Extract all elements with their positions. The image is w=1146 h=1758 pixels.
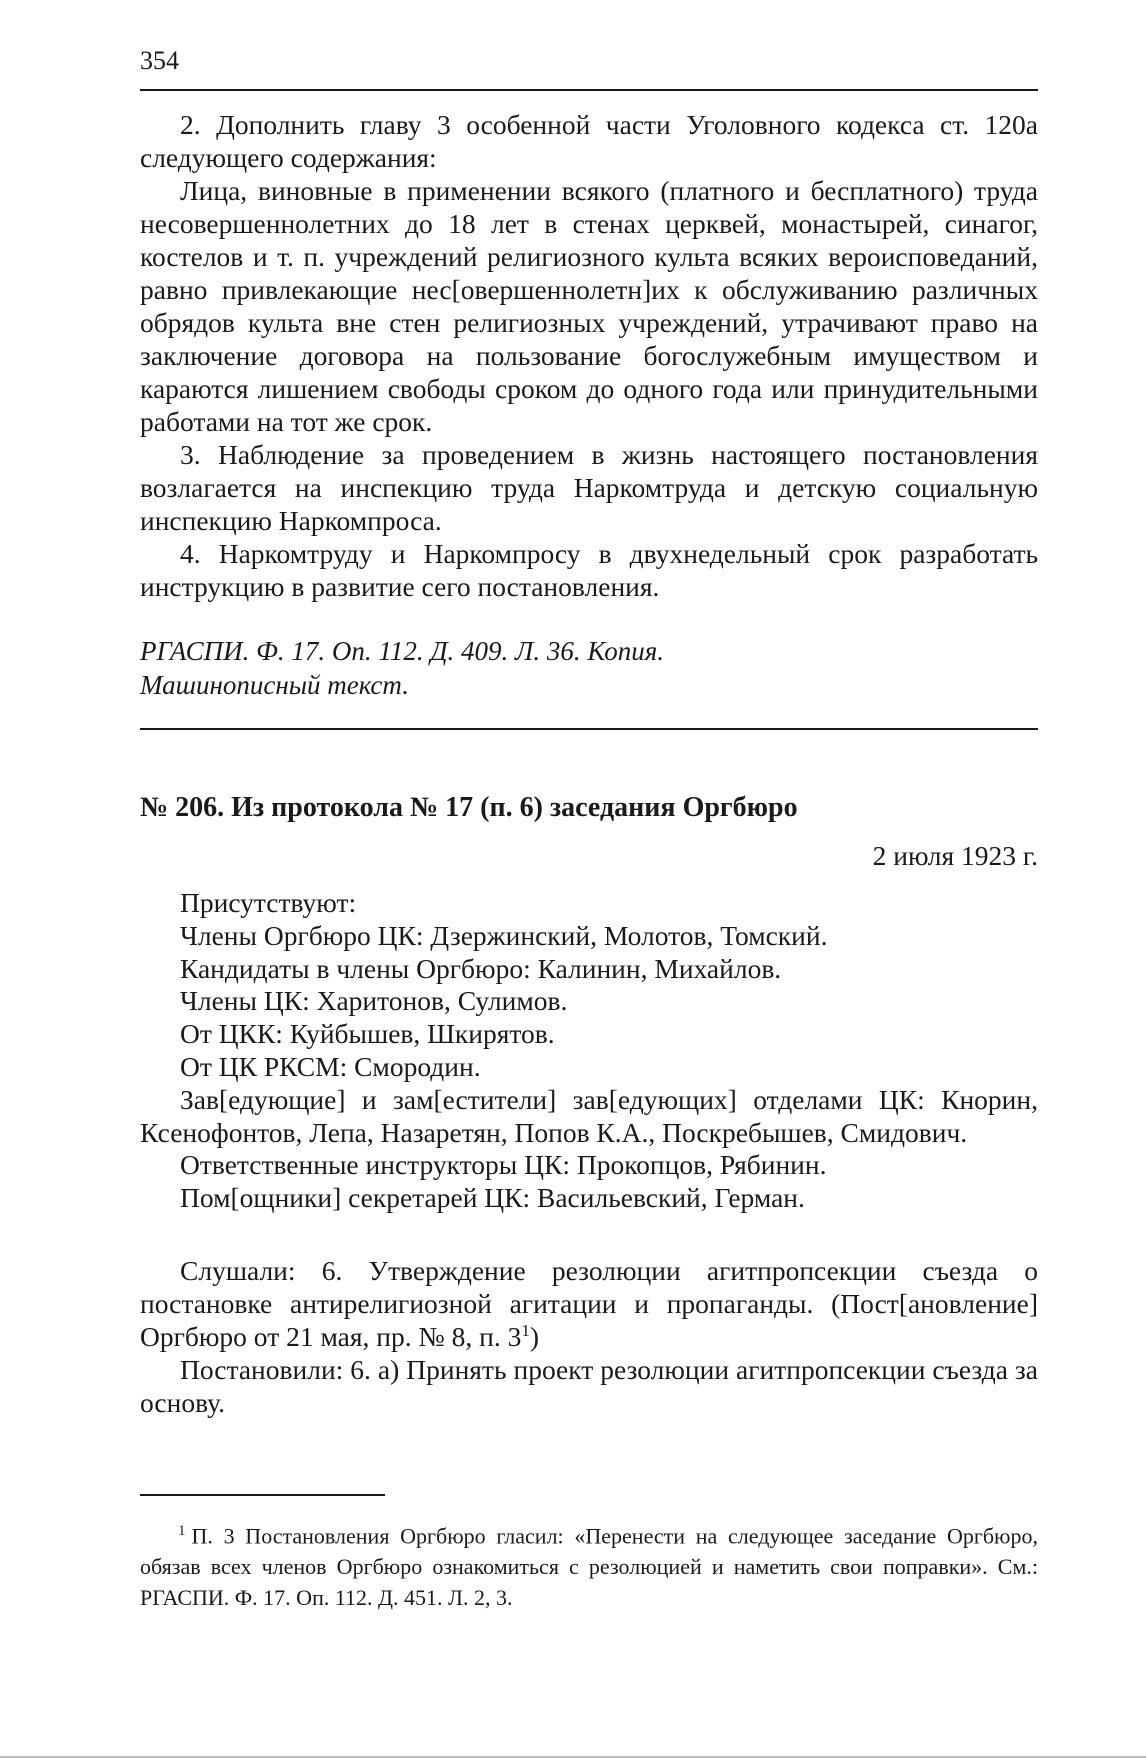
paragraph-4: 4. Наркомтруду и Наркомпросу в двухнедельный срок разработать инструкцию в развитие сего постановления. <box>140 538 1038 602</box>
attendance-row: Члены Оргбюро ЦК: Дзержинский, Молотов, Томский. <box>180 919 828 951</box>
attendance-row: Зав[едующие] и зам[естители] зав[едующих] отделами ЦК: Кнорин, Ксенофонтов, Лепа, Назаретян, Попов К.А., Поскребышев, Смидович. <box>140 1083 1038 1148</box>
paragraph-3: 3. Наблюдение за проведением в жизнь настоящего постановления возлагается на инспекцию труда Наркомтруда и детскую социальную инспекцию Наркомпроса. <box>140 439 1038 536</box>
footnote-reference[interactable]: 1 <box>521 1320 530 1340</box>
page-number: 354 <box>140 46 179 75</box>
source-note: Машинописный текст. <box>140 670 409 700</box>
source-reference: РГАСПИ. Ф. 17. Оп. 112. Д. 409. Л. 36. Копия. <box>140 636 665 666</box>
footnote-text: П. 3 Постановления Оргбюро гласил: «Перенести на следующее заседание Оргбюро, обязав всех членов Оргбюро ознакомиться с резолюцией и наметить свои поправки». См.: РГАСПИ. Ф. 17. Оп. 112. Д. 451. Л. 2, 3. <box>140 1523 1038 1611</box>
heard-paragraph <box>140 1254 1038 1353</box>
heard-text-end: ) <box>529 1321 539 1352</box>
document-date: 2 июля 1923 г. <box>872 840 1038 871</box>
attendance-row: Кандидаты в члены Оргбюро: Калинин, Михайлов. <box>180 952 782 984</box>
attendance-row: От ЦКК: Куйбышев, Шкирятов. <box>180 1018 555 1050</box>
decided-paragraph: Постановили: 6. а) Принять проект резолюции агитпропсекции съезда за основу. <box>140 1354 1038 1418</box>
footnote <box>140 1516 1038 1613</box>
attendance-row: От ЦК РКСМ: Смородин. <box>180 1050 481 1082</box>
decree-text <box>140 108 1038 603</box>
section-rule <box>140 728 1038 730</box>
archive-source <box>140 634 1038 702</box>
attendance-row: Пом[ощники] секретарей ЦК: Васильевский, Герман. <box>180 1182 805 1214</box>
footnote-mark: 1 <box>178 1523 186 1539</box>
attendance-row: Ответственные инструкторы ЦК: Прокопцов, Рябинин. <box>180 1149 827 1181</box>
paragraph-article: Лица, виновные в применении всякого (платного и бесплатного) труда несовершеннолетних до 18 лет в стенах церквей, монастырей, синагог, костелов и т. п. учреждений религиозного культа всяких вероисповеданий, равно привлекающие нес[овершеннолетн]их к обслуживанию различных обрядов культа вне стен религиозных учреждений, утрачивают право на заключение договора на пользование богослужебным имуществом и караются лишением свободы сроком до одного года или принудительными работами на тот же срок. <box>140 175 1038 437</box>
footnote-rule <box>140 1494 385 1496</box>
header-rule <box>140 89 1038 91</box>
attendance-row: Члены ЦК: Харитонов, Сулимов. <box>180 985 568 1017</box>
protocol-text <box>140 1254 1038 1419</box>
document-title: № 206. Из протокола № 17 (п. 6) заседания Оргбюро <box>140 792 798 823</box>
attendance-heading: Присутствуют: <box>180 887 357 918</box>
paragraph-2: 2. Дополнить главу 3 особенной части Уголовного кодекса ст. 120а следующего содержания: <box>140 109 1038 173</box>
heard-text: Слушали: 6. Утверждение резолюции агитпропсекции съезда о постановке антирелигиозной агитации и пропаганды. (Пост[ановление] Оргбюро от 21 мая, пр. № 8, п. 3 <box>140 1255 1038 1352</box>
attendance-list <box>140 887 1038 1215</box>
